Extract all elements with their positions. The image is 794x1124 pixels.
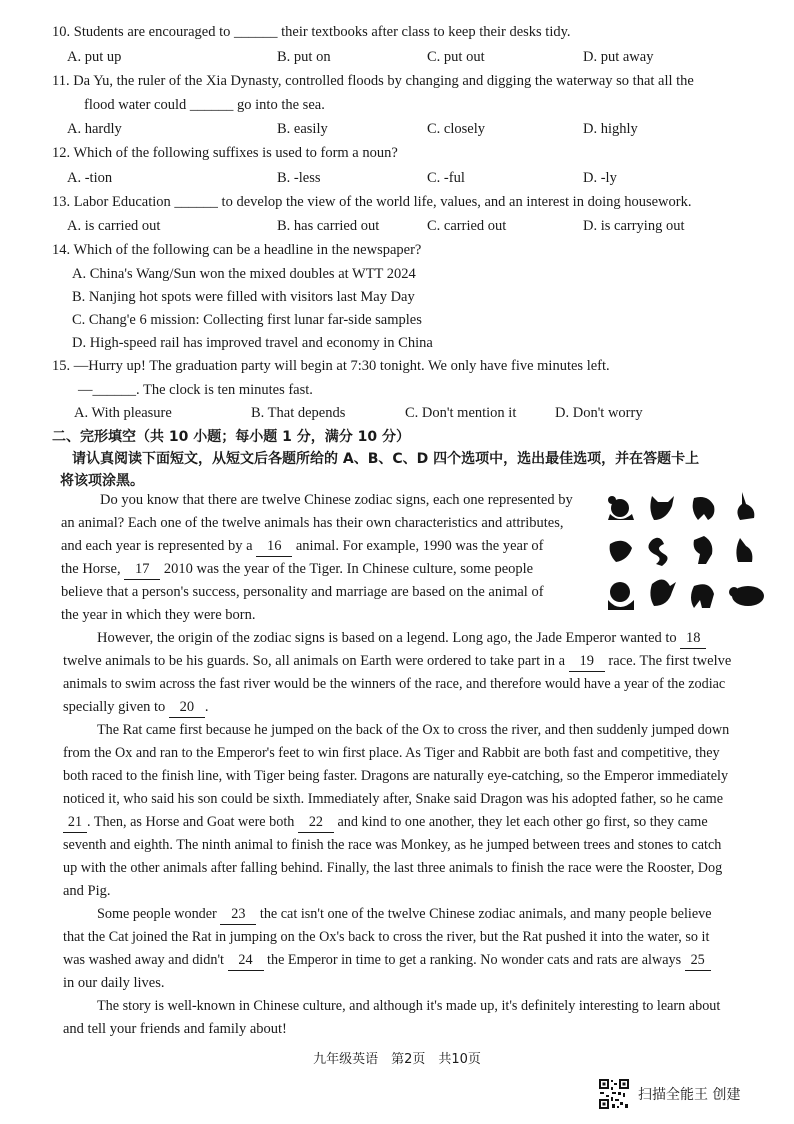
section-instruction: 将该项涂黑。	[60, 473, 144, 489]
ox-icon	[650, 496, 674, 520]
question-text: flood water could	[84, 97, 187, 113]
question-14: 14. Which of the following can be a headline in the newspaper?	[52, 242, 422, 258]
blank-16: 16	[256, 536, 292, 557]
question-11	[52, 71, 694, 91]
option-d: D. Don't worry	[555, 405, 643, 421]
snake-icon	[648, 538, 667, 566]
passage-line	[61, 559, 533, 580]
option-d: D. -ly	[583, 170, 617, 186]
blank-24: 24	[228, 950, 264, 971]
question-12	[52, 143, 398, 163]
option-d: D. is carrying out	[583, 218, 685, 234]
option-b: B. That depends	[251, 405, 346, 421]
option-c: C. Don't mention it	[405, 405, 517, 421]
section-title: 二、完形填空（共 10 小题；每小题 1 分，满分 10 分）	[52, 429, 410, 445]
passage-text: the Horse,	[61, 561, 121, 577]
option-a: A. With pleasure	[74, 405, 172, 421]
passage-text: twelve animals to be his guards. So, all animals on Earth were ordered to take part in a	[63, 653, 566, 669]
horse-icon	[694, 536, 713, 564]
option-d: D. put away	[583, 49, 654, 65]
question-text: 12. Which of the following suffixes is used to form a noun?	[52, 145, 398, 161]
passage-text: animal. For example, 1990 was the year of	[295, 538, 544, 554]
passage-text: However, the origin of the zodiac signs is based on a legend. Long ago, the Jade Emperor wanted to	[97, 630, 677, 646]
tiger-icon	[693, 497, 715, 520]
passage-text: 2010 was the year of the Tiger. In Chinese culture, some people	[163, 561, 534, 577]
blank-20: 20	[169, 697, 205, 718]
passage-line	[97, 628, 706, 649]
blank-17: 17	[124, 559, 160, 580]
answer-blank: ______	[234, 24, 278, 40]
page-footer: 九年级英语 第2页 共10页	[313, 1052, 481, 1067]
option-c: C. -ful	[427, 170, 465, 186]
blank-21: 21	[63, 812, 87, 833]
passage-text: and each year is represented by a	[61, 538, 253, 554]
scanner-watermark: 扫描全能王 创建	[638, 1087, 741, 1103]
option-b: B. Nanjing hot spots were filled with visitors last May Day	[72, 289, 415, 305]
option-b: B. put on	[277, 49, 331, 65]
option-d: D. High-speed rail has improved travel and economy in China	[72, 335, 433, 351]
passage-text: and kind to one another, they let each other go first, so they came	[337, 814, 708, 830]
passage-line: The story is well-known in Chinese culture, and although it's made up, it's definitely interesting to learn about	[97, 998, 721, 1014]
passage-text: race. The first twelve	[608, 653, 732, 669]
passage-line: from the Ox and ran to the Emperor's feet to win first place. As Tiger and Rabbit are both fast and competitive, they	[63, 745, 720, 761]
answer-blank: ______	[92, 382, 136, 398]
passage-text: the cat isn't one of the twelve Chinese zodiac animals, and many people believe	[259, 906, 712, 922]
passage-line: an animal? Each one of the twelve animals has their own characteristics and attributes,	[61, 515, 564, 531]
passage-line: The Rat came first because he jumped on the back of the Ox to cross the river, and then suddenly jumped down	[97, 722, 730, 738]
passage-line: Do you know that there are twelve Chinese zodiac signs, each one represented by	[100, 492, 573, 508]
option-a: A. is carried out	[67, 218, 161, 234]
passage-line	[63, 812, 708, 833]
blank-22: 22	[298, 812, 334, 833]
passage-text: specially given to	[63, 699, 166, 715]
question-15-response	[78, 380, 313, 400]
goat-icon	[736, 538, 752, 562]
option-d: D. highly	[583, 121, 638, 137]
passage-line: believe that a person's success, personality and marriage are based on the animal of	[61, 584, 544, 600]
dash: —	[78, 382, 93, 398]
question-text: their textbooks after class to keep their desks tidy.	[281, 24, 571, 40]
blank-25: 25	[685, 950, 711, 971]
passage-line	[97, 904, 712, 925]
rat-icon	[608, 496, 634, 520]
passage-line	[63, 697, 209, 718]
passage-line: in our daily lives.	[63, 975, 165, 991]
dragon-icon	[610, 541, 632, 562]
option-c: C. put out	[427, 49, 485, 65]
monkey-icon	[608, 582, 634, 610]
section-instruction: 请认真阅读下面短文，从短文后各题所给的 A、B、C、D 四个选项中，选出最佳选项，并在答题卡上	[72, 451, 700, 467]
passage-line: animals to swim across the fast river would be the winners of the race, and therefore would have a year of the zodiac	[63, 676, 726, 692]
question-15: 15. —Hurry up! The graduation party will begin at 7:30 tonight. We only have five minutes left.	[52, 358, 610, 374]
passage-line: and Pig.	[63, 883, 111, 899]
passage-line	[63, 651, 731, 672]
pig-icon	[729, 586, 764, 606]
passage-line: that the Cat joined the Rat in jumping on the Ox's back to cross the river, but the Rat pushed it into the water, so it	[63, 929, 710, 945]
answer-blank: ______	[174, 194, 218, 210]
rooster-icon	[650, 579, 676, 606]
option-b: B. easily	[277, 121, 328, 137]
option-a: A. put up	[67, 49, 122, 65]
question-text: . The clock is ten minutes fast.	[136, 382, 313, 398]
passage-line: noticed it, who said his son could be sixth. Immediately after, Snake said Dragon was his adopted father, so he came	[63, 791, 723, 807]
passage-line	[63, 950, 711, 971]
question-text: go into the sea.	[237, 97, 325, 113]
option-c: C. closely	[427, 121, 485, 137]
passage-line	[61, 536, 544, 557]
question-text: 10. Students are encouraged to	[52, 24, 231, 40]
option-b: B. -less	[277, 170, 321, 186]
blank-18: 18	[680, 628, 706, 649]
answer-blank: ______	[189, 97, 234, 113]
option-a: A. hardly	[67, 121, 122, 137]
passage-text: . Then, as Horse and Goat were both	[87, 814, 295, 830]
option-a: A. -tion	[67, 170, 113, 186]
question-13	[52, 192, 691, 212]
passage-text: Some people wonder	[97, 906, 217, 922]
passage-text: .	[204, 699, 209, 715]
passage-line: the year in which they were born.	[61, 607, 256, 623]
passage-line: seventh and eighth. The ninth animal to finish the race was Monkey, as he jumped between trees and stones to catch	[63, 837, 722, 853]
zodiac-animals-image	[602, 488, 770, 626]
question-10	[52, 22, 571, 42]
question-text: 11. Da Yu, the ruler of the Xia Dynasty, controlled floods by changing and digging the waterway so that all the	[52, 73, 694, 89]
blank-19: 19	[569, 651, 605, 672]
passage-line: both raced to the finish line, with Tiger being faster. Dragons are naturally eye-catching, so the Emperor immediately	[63, 768, 729, 784]
option-b: B. has carried out	[277, 218, 380, 234]
passage-line: up with the other animals after falling behind. Finally, the last three animals to finish the race were the Rooster, Dog	[63, 860, 723, 876]
question-11-continued	[84, 95, 325, 115]
rabbit-icon	[737, 492, 754, 520]
passage-line: and tell your friends and family about!	[63, 1021, 287, 1037]
option-c: C. Chang'e 6 mission: Collecting first lunar far-side samples	[72, 312, 422, 328]
passage-text: was washed away and didn't	[63, 952, 224, 968]
passage-text: the Emperor in time to get a ranking. No wonder cats and rats are always	[267, 952, 682, 968]
option-a: A. China's Wang/Sun won the mixed doubles at WTT 2024	[72, 266, 416, 282]
option-c: C. carried out	[427, 218, 507, 234]
dog-icon	[691, 584, 714, 608]
question-text: 13. Labor Education	[52, 194, 171, 210]
question-text: to develop the view of the world life, values, and an interest in doing housework.	[221, 194, 692, 210]
blank-23: 23	[220, 904, 256, 925]
qr-code-icon	[598, 1078, 630, 1110]
